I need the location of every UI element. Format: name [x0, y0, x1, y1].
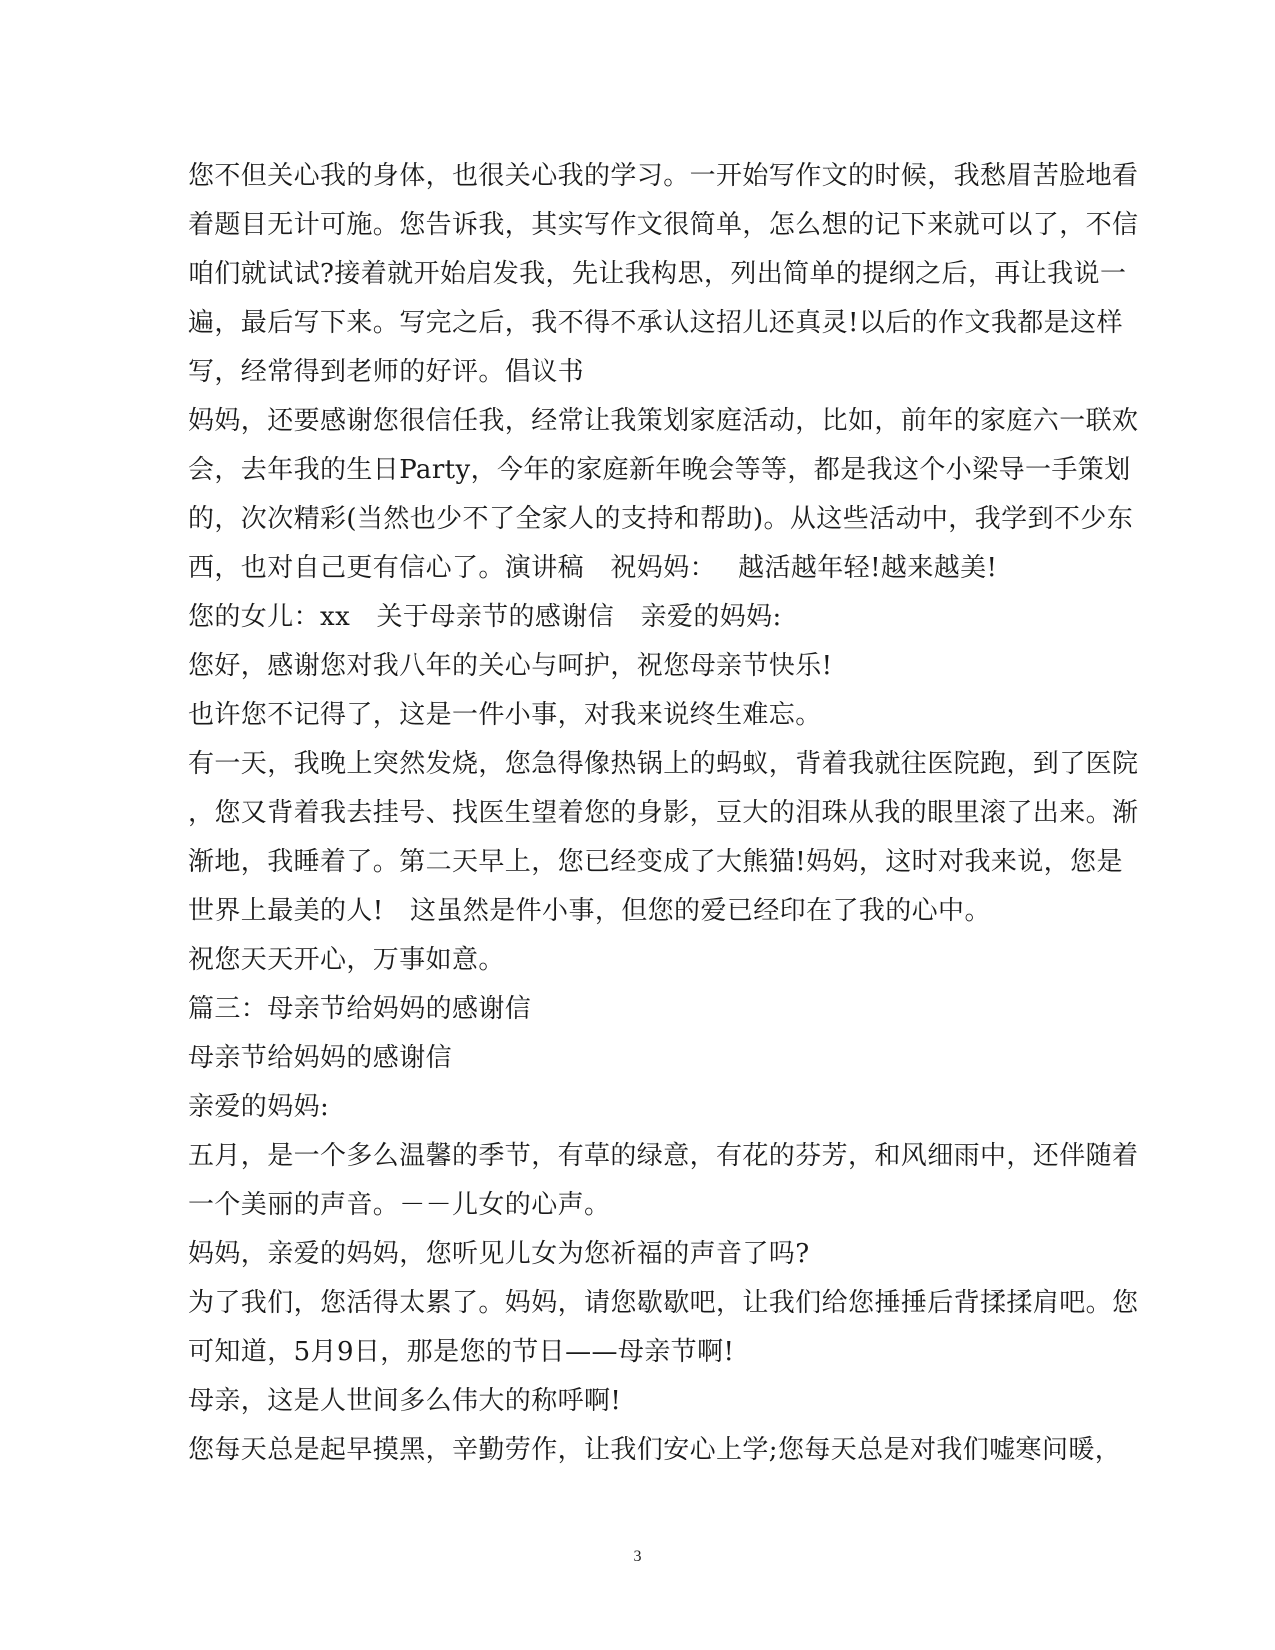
text-line: 会，去年我的生日Party，今年的家庭新年晚会等等，都是我这个小梁导一手策划 — [188, 455, 1131, 485]
text-line: 的，次次精彩(当然也少不了全家人的支持和帮助)。从这些活动中，我学到不少东 — [188, 504, 1134, 534]
page-number: 3 — [633, 1548, 642, 1565]
text-line: 妈妈，还要感谢您很信任我，经常让我策划家庭活动，比如，前年的家庭六一联欢 — [188, 406, 1139, 436]
text-line: 亲爱的妈妈: — [188, 1092, 330, 1122]
text-line: 西，也对自己更有信心了。演讲稿 祝妈妈： 越活越年轻!越来越美! — [188, 553, 998, 583]
text-line: 您好，感谢您对我八年的关心与呵护，祝您母亲节快乐! — [188, 651, 833, 681]
text-line: 一个美丽的声音。－－儿女的心声。 — [188, 1190, 611, 1220]
text-line: 可知道，5月9日，那是您的节日——母亲节啊! — [188, 1337, 735, 1367]
body-text — [188, 152, 1139, 1475]
text-line: 妈妈，亲爱的妈妈，您听见儿女为您祈福的声音了吗? — [188, 1239, 810, 1269]
text-line: 您的女儿：xx 关于母亲节的感谢信 亲爱的妈妈: — [188, 602, 782, 632]
text-line: 您每天总是起早摸黑，辛勤劳作，让我们安心上学;您每天总是对我们嘘寒问暖， — [188, 1435, 1122, 1465]
text-line: 篇三：母亲节给妈妈的感谢信 — [188, 994, 532, 1024]
text-line: 祝您天天开心，万事如意。 — [188, 945, 505, 975]
text-line: 渐地，我睡着了。第二天早上，您已经变成了大熊猫!妈妈，这时对我来说，您是 — [188, 847, 1123, 877]
text-line: 您不但关心我的身体，也很关心我的学习。一开始写作文的时候，我愁眉苦脸地看 — [188, 161, 1139, 191]
text-line: ，您又背着我去挂号、找医生望着您的身影，豆大的泪珠从我的眼里滚了出来。渐 — [188, 798, 1139, 828]
text-line: 母亲节给妈妈的感谢信 — [188, 1043, 453, 1073]
text-line: 也许您不记得了，这是一件小事，对我来说终生难忘。 — [188, 700, 822, 730]
text-line: 咱们就试试?接着就开始启发我，先让我构思，列出简单的提纲之后，再让我说一 — [188, 259, 1127, 289]
text-line: 写，经常得到老师的好评。倡议书 — [188, 357, 585, 387]
text-line: 母亲，这是人世间多么伟大的称呼啊! — [188, 1386, 622, 1416]
text-line: 世界上最美的人! 这虽然是件小事，但您的爱已经印在了我的心中。 — [188, 896, 991, 926]
text-line: 为了我们，您活得太累了。妈妈，请您歇歇吧，让我们给您捶捶后背揉揉肩吧。您 — [188, 1288, 1139, 1318]
text-line: 有一天，我晚上突然发烧，您急得像热锅上的蚂蚁，背着我就往医院跑，到了医院 — [188, 749, 1139, 779]
text-line: 五月，是一个多么温馨的季节，有草的绿意，有花的芬芳，和风细雨中，还伴随着 — [188, 1141, 1139, 1171]
text-line: 着题目无计可施。您告诉我，其实写作文很简单，怎么想的记下来就可以了，不信 — [188, 210, 1139, 240]
text-line: 遍，最后写下来。写完之后，我不得不承认这招儿还真灵!以后的作文我都是这样 — [188, 308, 1123, 338]
